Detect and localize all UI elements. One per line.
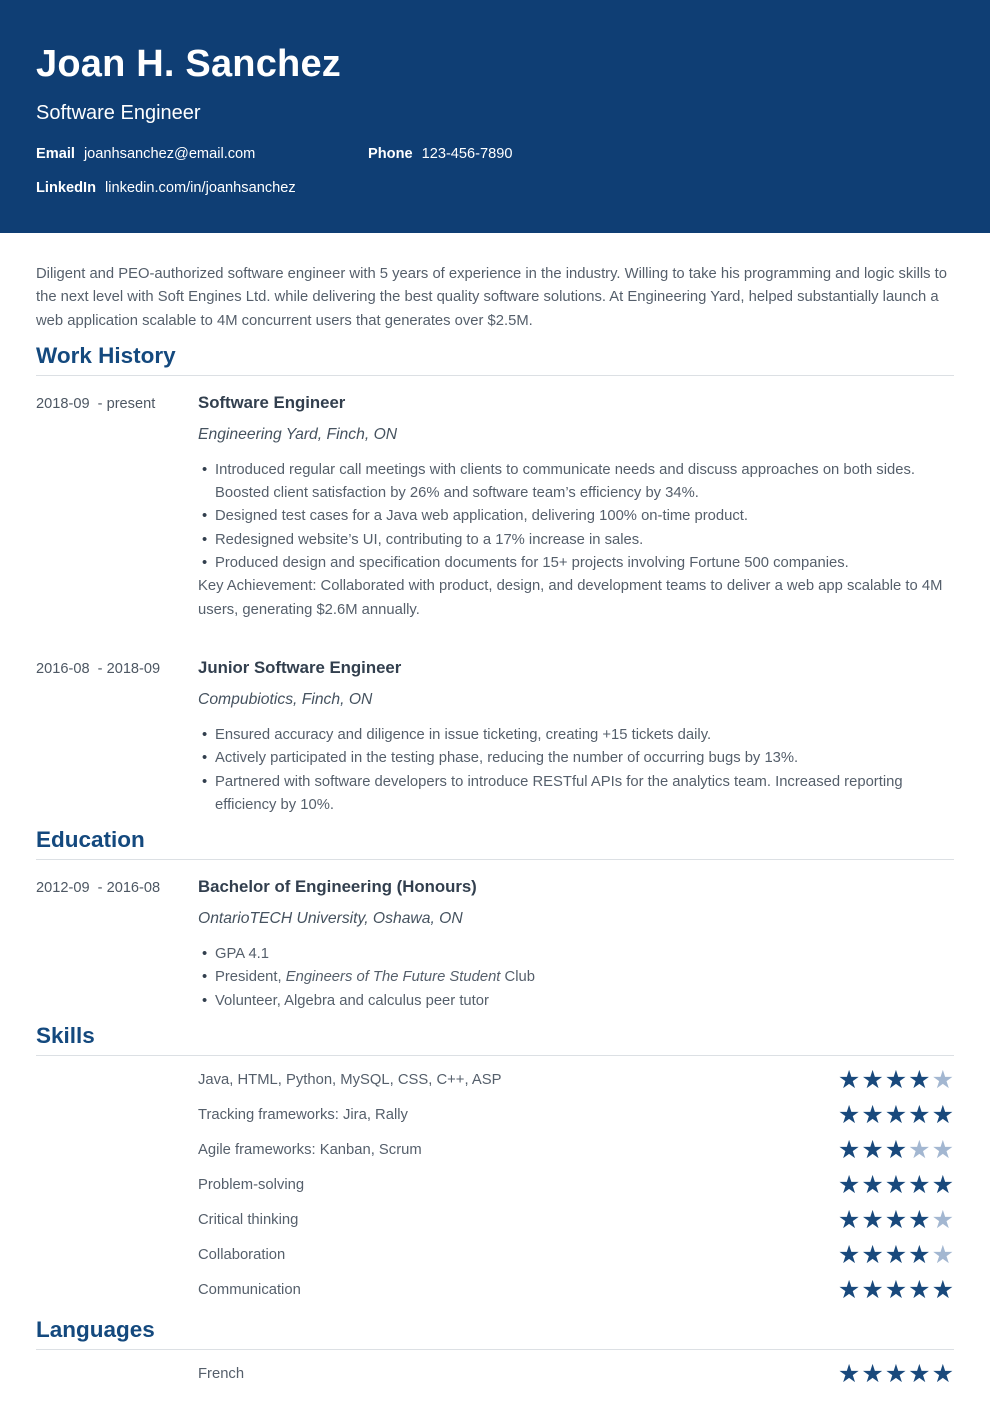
contact-email bbox=[36, 147, 368, 162]
star-filled-icon: ★ bbox=[861, 1205, 884, 1235]
job-bullets bbox=[198, 459, 954, 575]
skill-rating-stars bbox=[837, 1170, 954, 1200]
star-filled-icon: ★ bbox=[931, 1170, 954, 1200]
section-divider bbox=[36, 1349, 954, 1350]
bullet-text: President, bbox=[215, 969, 286, 986]
star-filled-icon: ★ bbox=[884, 1170, 908, 1200]
skill-row bbox=[36, 1237, 954, 1272]
degree-title: Bachelor of Engineering (Honours) bbox=[198, 877, 477, 897]
entry-dates: 2018-09 - present bbox=[36, 395, 156, 412]
section-divider bbox=[36, 859, 954, 860]
professional-summary: Diligent and PEO-authorized software engineer with 5 years of experience in the industry. Willing to take his programming and logic skills to the next level with Soft Engines Ltd. while delivering the best quality software solutions. At Engineering Yard, helped substantially launch a web application scalable to 4M concurrent users that generates over $2.5M. bbox=[36, 266, 948, 329]
section-divider bbox=[36, 1055, 954, 1056]
skill-rating-stars bbox=[837, 1275, 954, 1305]
section-heading-languages: Languages bbox=[36, 1317, 155, 1343]
star-filled-icon: ★ bbox=[884, 1205, 908, 1235]
skill-row bbox=[36, 1272, 954, 1307]
candidate-job-title: Software Engineer bbox=[36, 102, 201, 124]
education-bullet: • Volunteer, Algebra and calculus peer tutor bbox=[198, 990, 954, 1013]
star-filled-icon: ★ bbox=[837, 1240, 861, 1270]
key-achievement: Key Achievement: Collaborated with product, design, and development teams to deliver a web app scalable to 4M users, generating $2.6M annually. bbox=[198, 578, 943, 618]
skill-rating-stars bbox=[837, 1205, 954, 1235]
skills-list bbox=[36, 1062, 954, 1307]
star-empty-icon: ★ bbox=[931, 1240, 954, 1270]
star-empty-icon: ★ bbox=[931, 1135, 954, 1165]
work-entry bbox=[36, 658, 954, 817]
skill-label: Critical thinking bbox=[198, 1211, 299, 1228]
star-filled-icon: ★ bbox=[837, 1065, 861, 1095]
star-filled-icon: ★ bbox=[837, 1170, 861, 1200]
job-bullets bbox=[198, 724, 954, 817]
star-filled-icon: ★ bbox=[908, 1240, 931, 1270]
star-filled-icon: ★ bbox=[931, 1275, 954, 1305]
job-title: Junior Software Engineer bbox=[198, 657, 402, 677]
star-filled-icon: ★ bbox=[884, 1100, 908, 1130]
star-filled-icon: ★ bbox=[837, 1275, 861, 1305]
languages-section bbox=[0, 1317, 990, 1391]
bullet-italic-text: Engineers of The Future Student bbox=[285, 969, 501, 986]
skill-label: Communication bbox=[198, 1281, 301, 1298]
job-bullet: • Designed test cases for a Java web application, delivering 100% on-time product. bbox=[198, 505, 954, 528]
star-empty-icon: ★ bbox=[931, 1065, 954, 1095]
contact-phone bbox=[368, 147, 512, 162]
skill-label: Collaboration bbox=[198, 1246, 286, 1263]
star-filled-icon: ★ bbox=[861, 1240, 884, 1270]
resume-header bbox=[0, 0, 990, 233]
email-label: Email bbox=[36, 146, 75, 162]
star-filled-icon: ★ bbox=[908, 1065, 931, 1095]
phone-value: 123-456-7890 bbox=[421, 146, 513, 162]
bullet-text: Club bbox=[500, 969, 535, 986]
star-empty-icon: ★ bbox=[931, 1205, 954, 1235]
star-filled-icon: ★ bbox=[884, 1359, 908, 1389]
skill-rating-stars bbox=[837, 1065, 954, 1095]
star-filled-icon: ★ bbox=[861, 1065, 884, 1095]
star-filled-icon: ★ bbox=[908, 1359, 931, 1389]
star-filled-icon: ★ bbox=[837, 1359, 861, 1389]
star-filled-icon: ★ bbox=[837, 1135, 861, 1165]
education-entry bbox=[36, 877, 954, 1013]
skill-row bbox=[36, 1062, 954, 1097]
education-section bbox=[0, 827, 990, 1013]
email-value: joanhsanchez@email.com bbox=[83, 146, 256, 162]
entry-dates: 2016-08 - 2018-09 bbox=[36, 660, 161, 677]
skill-row bbox=[36, 1132, 954, 1167]
job-title: Software Engineer bbox=[198, 392, 346, 412]
star-filled-icon: ★ bbox=[837, 1100, 861, 1130]
language-rating-stars bbox=[837, 1359, 954, 1389]
phone-label: Phone bbox=[368, 146, 413, 162]
job-bullet: • Actively participated in the testing phase, reducing the number of occurring bugs by 13%. bbox=[198, 747, 954, 770]
entry-content bbox=[198, 877, 954, 1013]
skill-label: Java, HTML, Python, MySQL, CSS, C++, ASP bbox=[198, 1071, 502, 1088]
entry-content bbox=[198, 393, 954, 622]
skill-rating-stars bbox=[837, 1100, 954, 1130]
star-filled-icon: ★ bbox=[884, 1240, 908, 1270]
section-divider bbox=[36, 375, 954, 376]
skills-section bbox=[0, 1023, 990, 1307]
skill-row bbox=[36, 1097, 954, 1132]
languages-list bbox=[36, 1356, 954, 1391]
section-heading-education: Education bbox=[36, 827, 145, 853]
linkedin-value: linkedin.com/in/joanhsanchez bbox=[105, 180, 296, 196]
star-filled-icon: ★ bbox=[861, 1100, 884, 1130]
education-bullet bbox=[198, 966, 954, 989]
star-filled-icon: ★ bbox=[908, 1170, 931, 1200]
skill-row bbox=[36, 1202, 954, 1237]
star-filled-icon: ★ bbox=[884, 1065, 908, 1095]
job-bullet: • Redesigned website’s UI, contributing to a 17% increase in sales. bbox=[198, 529, 954, 552]
work-history-section bbox=[0, 343, 990, 817]
star-filled-icon: ★ bbox=[861, 1275, 884, 1305]
star-filled-icon: ★ bbox=[837, 1205, 861, 1235]
star-filled-icon: ★ bbox=[861, 1359, 884, 1389]
job-bullet: • Introduced regular call meetings with clients to communicate needs and discuss approaches on both sides. Boosted client satisfaction by 26% and software team’s efficiency by 34%. bbox=[198, 459, 954, 506]
linkedin-label: LinkedIn bbox=[36, 180, 96, 196]
entry-content bbox=[198, 658, 954, 817]
education-bullets bbox=[198, 943, 954, 1013]
contact-row bbox=[36, 181, 954, 196]
contact-info bbox=[36, 147, 954, 196]
entry-dates: 2012-09 - 2016-08 bbox=[36, 880, 161, 897]
star-filled-icon: ★ bbox=[931, 1100, 954, 1130]
language-label: French bbox=[198, 1365, 245, 1382]
star-filled-icon: ★ bbox=[884, 1275, 908, 1305]
skill-rating-stars bbox=[837, 1240, 954, 1270]
star-empty-icon: ★ bbox=[908, 1135, 931, 1165]
skill-label: Tracking frameworks: Jira, Rally bbox=[198, 1106, 408, 1123]
star-filled-icon: ★ bbox=[908, 1100, 931, 1130]
star-filled-icon: ★ bbox=[861, 1170, 884, 1200]
language-row bbox=[36, 1356, 954, 1391]
job-bullet: • Ensured accuracy and diligence in issue ticketing, creating +15 tickets daily. bbox=[198, 724, 954, 747]
job-bullet: • Produced design and specification documents for 15+ projects involving Fortune 500 companies. bbox=[198, 552, 954, 575]
skill-row bbox=[36, 1167, 954, 1202]
skill-rating-stars bbox=[837, 1135, 954, 1165]
star-filled-icon: ★ bbox=[908, 1205, 931, 1235]
contact-linkedin bbox=[36, 181, 296, 196]
education-bullet: • GPA 4.1 bbox=[198, 943, 954, 966]
work-entry bbox=[36, 393, 954, 622]
section-heading-work-history: Work History bbox=[36, 342, 176, 368]
star-filled-icon: ★ bbox=[884, 1135, 908, 1165]
star-filled-icon: ★ bbox=[861, 1135, 884, 1165]
candidate-name: Joan H. Sanchez bbox=[36, 43, 341, 85]
skill-label: Problem-solving bbox=[198, 1176, 305, 1193]
star-filled-icon: ★ bbox=[908, 1275, 931, 1305]
job-bullet: • Partnered with software developers to introduce RESTful APIs for the analytics team. Increased reporting efficiency by 10%. bbox=[198, 771, 954, 818]
skill-label: Agile frameworks: Kanban, Scrum bbox=[198, 1141, 422, 1158]
section-heading-skills: Skills bbox=[36, 1023, 95, 1049]
company-name: Compubiotics, Finch, ON bbox=[198, 690, 373, 708]
company-name: Engineering Yard, Finch, ON bbox=[198, 425, 398, 443]
school-name: OntarioTECH University, Oshawa, ON bbox=[198, 910, 463, 928]
contact-row bbox=[36, 147, 954, 162]
star-filled-icon: ★ bbox=[931, 1359, 954, 1389]
